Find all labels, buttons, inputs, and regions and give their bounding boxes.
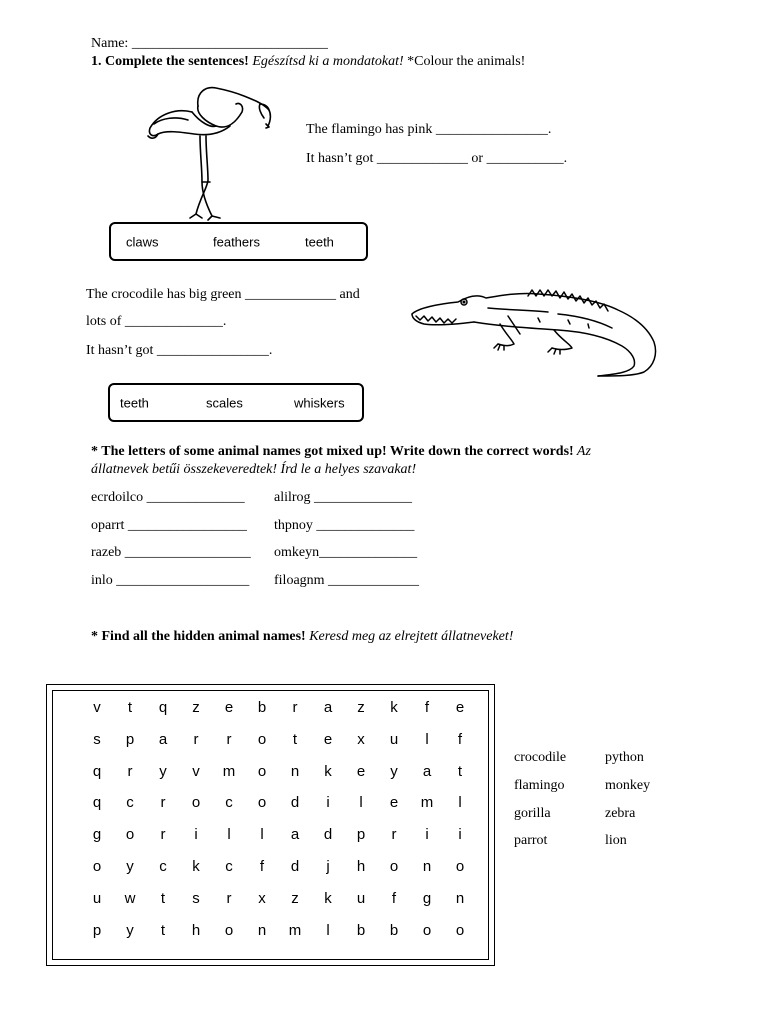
grid-letter[interactable]: r — [193, 730, 199, 748]
word-list-item: crocodile — [514, 750, 567, 765]
grid-letter[interactable]: n — [422, 858, 432, 875]
grid-letter[interactable]: a — [422, 762, 432, 780]
grid-letter[interactable]: v — [192, 762, 200, 780]
croc-sentence-3: It hasn’t got ________________. — [86, 343, 273, 358]
task2-title — [91, 444, 591, 460]
grid-letter[interactable]: o — [257, 762, 267, 780]
wordsearch-grid — [52, 690, 489, 960]
grid-letter[interactable]: r — [391, 826, 397, 844]
task2-title-hu-1: Az — [573, 444, 591, 459]
grid-letter[interactable]: j — [326, 858, 330, 875]
grid-letter[interactable]: r — [226, 730, 232, 748]
word-list-item: lion — [605, 833, 627, 848]
grid-letter[interactable]: d — [290, 858, 300, 875]
scramble-right: filoagnm _____________ — [274, 573, 420, 588]
grid-letter[interactable]: r — [292, 699, 298, 716]
grid-letter[interactable]: l — [326, 921, 330, 939]
wordsearch-frame — [46, 684, 495, 966]
grid-letter[interactable]: e — [323, 730, 333, 748]
grid-letter[interactable]: w — [124, 889, 136, 907]
grid-letter[interactable]: o — [422, 921, 432, 939]
word-list-item: flamingo — [514, 778, 565, 793]
flamingo-sentence-1: The flamingo has pink ________________. — [306, 122, 552, 137]
grid-letter[interactable]: r — [226, 889, 232, 907]
scramble-right: omkeyn______________ — [274, 545, 418, 560]
grid-letter[interactable]: x — [357, 730, 365, 748]
name-blank[interactable]: ____________________________ — [131, 36, 328, 51]
grid-letter[interactable]: b — [257, 699, 267, 716]
grid-letter[interactable]: m — [420, 794, 434, 812]
grid-letter[interactable]: o — [257, 730, 267, 748]
grid-letter[interactable]: c — [159, 858, 167, 875]
grid-letter[interactable]: f — [391, 889, 397, 907]
grid-letter[interactable]: s — [93, 730, 101, 748]
grid-letter[interactable]: r — [160, 794, 166, 812]
grid-letter[interactable]: z — [357, 699, 365, 716]
grid-letter[interactable]: q — [92, 762, 102, 780]
grid-letter[interactable]: h — [191, 921, 201, 939]
grid-letter[interactable]: o — [455, 921, 465, 939]
grid-letter[interactable]: i — [194, 826, 198, 844]
grid-letter[interactable]: i — [425, 826, 429, 844]
grid-letter[interactable]: e — [356, 762, 366, 780]
grid-letter[interactable]: p — [356, 826, 366, 844]
task1-title-bold: 1. Complete the sentences! — [91, 54, 253, 69]
word-option: scales — [206, 395, 243, 410]
word-list-item: parrot — [514, 833, 548, 848]
grid-letter[interactable]: t — [292, 730, 298, 748]
grid-letter[interactable]: k — [192, 858, 200, 875]
word-option: teeth — [305, 234, 334, 249]
grid-letter[interactable]: t — [127, 699, 133, 716]
task3-title-hu: Keresd meg az elrejtett állatneveket! — [305, 629, 514, 644]
grid-letter[interactable]: p — [92, 921, 102, 939]
croc-word-box — [108, 383, 364, 422]
task2-title-bold: * The letters of some animal names got mixed up! Write down the correct words! — [91, 444, 574, 459]
scramble-right: thpnoy ______________ — [274, 518, 415, 533]
grid-letter[interactable]: o — [257, 794, 267, 812]
grid-letter[interactable]: u — [92, 889, 102, 907]
grid-letter[interactable]: c — [126, 794, 134, 812]
word-list-item: gorilla — [514, 806, 551, 821]
grid-letter[interactable]: v — [93, 699, 101, 716]
grid-letter[interactable]: x — [258, 889, 266, 907]
task1-title — [91, 54, 525, 70]
grid-letter[interactable]: a — [158, 730, 168, 748]
grid-letter[interactable]: r — [127, 762, 133, 780]
grid-letter[interactable]: z — [192, 699, 200, 716]
name-line — [91, 36, 328, 52]
grid-letter[interactable]: k — [324, 762, 332, 780]
flamingo-illustration — [140, 82, 275, 222]
grid-letter[interactable]: l — [425, 730, 429, 748]
grid-letter[interactable]: k — [324, 889, 332, 907]
grid-letter[interactable]: f — [457, 730, 463, 748]
grid-letter[interactable]: k — [390, 699, 398, 716]
grid-letter[interactable]: y — [390, 762, 398, 780]
grid-letter[interactable]: n — [455, 889, 465, 907]
scramble-left: razeb __________________ — [91, 545, 251, 560]
grid-letter[interactable]: l — [458, 794, 462, 812]
word-list-item: monkey — [605, 778, 651, 793]
word-option: feathers — [213, 234, 260, 249]
grid-letter[interactable]: u — [389, 730, 399, 748]
grid-letter[interactable]: g — [92, 826, 102, 844]
grid-letter[interactable]: f — [424, 699, 430, 716]
grid-letter[interactable]: o — [191, 794, 201, 812]
grid-letter[interactable]: e — [224, 699, 234, 716]
grid-letter[interactable]: o — [224, 921, 234, 939]
grid-letter[interactable]: t — [160, 889, 166, 907]
grid-letter[interactable]: a — [290, 826, 300, 844]
scramble-left: oparrt _________________ — [91, 518, 247, 533]
grid-letter[interactable]: t — [457, 762, 463, 780]
grid-letter[interactable]: q — [158, 699, 168, 716]
grid-letter[interactable]: d — [323, 826, 333, 844]
grid-letter[interactable]: p — [125, 730, 135, 748]
word-option: whiskers — [294, 395, 345, 410]
grid-letter[interactable]: e — [455, 699, 465, 716]
grid-letter[interactable]: y — [126, 858, 134, 875]
word-option: claws — [126, 234, 159, 249]
grid-letter[interactable]: o — [125, 826, 135, 844]
grid-letter[interactable]: o — [455, 858, 465, 875]
grid-letter[interactable]: a — [323, 699, 333, 716]
grid-letter[interactable]: m — [222, 762, 236, 780]
task2-title-hu-2: állatnevek betűi összekeveredtek! Írd le a helyes szavakat! — [91, 462, 417, 477]
grid-letter[interactable]: c — [225, 858, 233, 875]
grid-letter[interactable]: n — [290, 762, 300, 780]
word-list-item: python — [605, 750, 644, 765]
task1-title-hu: Egészítsd ki a mondatokat! — [252, 54, 404, 69]
task3-title — [91, 629, 513, 645]
grid-letter[interactable]: m — [288, 921, 302, 939]
grid-letter[interactable]: z — [291, 889, 299, 907]
grid-letter[interactable]: i — [326, 794, 330, 812]
grid-letter[interactable]: h — [356, 858, 366, 875]
grid-letter[interactable]: b — [356, 921, 366, 939]
crocodile-illustration — [408, 288, 663, 380]
task3-title-bold: * Find all the hidden animal names! — [91, 629, 306, 644]
croc-sentence-2: lots of ______________. — [86, 314, 227, 329]
grid-letter[interactable]: l — [359, 794, 363, 812]
grid-letter[interactable]: s — [192, 889, 200, 907]
grid-letter[interactable]: o — [92, 858, 102, 875]
scramble-left: inlo ___________________ — [91, 573, 250, 588]
grid-letter[interactable]: g — [422, 889, 432, 907]
grid-letter[interactable]: y — [159, 762, 167, 780]
grid-letter[interactable]: o — [389, 858, 399, 875]
grid-letter[interactable]: q — [92, 794, 102, 812]
grid-letter[interactable]: e — [389, 794, 399, 812]
scramble-right: alilrog ______________ — [274, 490, 413, 505]
word-option: teeth — [120, 395, 149, 410]
flamingo-word-box — [109, 222, 368, 261]
scramble-left: ecrdoilco ______________ — [91, 490, 245, 505]
croc-sentence-1: The crocodile has big green _____________ and — [86, 287, 360, 302]
grid-letter[interactable]: u — [356, 889, 366, 907]
grid-letter[interactable]: n — [257, 921, 267, 939]
task1-title-extra: *Colour the animals! — [403, 54, 526, 69]
grid-letter[interactable]: f — [259, 858, 265, 875]
name-label: Name: — [91, 36, 132, 51]
grid-letter[interactable]: t — [160, 921, 166, 939]
grid-letter[interactable]: y — [126, 921, 134, 939]
grid-letter[interactable]: d — [290, 794, 300, 812]
grid-letter[interactable]: c — [225, 794, 233, 812]
word-list-item: zebra — [605, 806, 636, 821]
grid-letter[interactable]: i — [458, 826, 462, 844]
grid-letter[interactable]: b — [389, 921, 399, 939]
grid-letter[interactable]: l — [260, 826, 264, 844]
grid-letter[interactable]: r — [160, 826, 166, 844]
grid-letter[interactable]: l — [227, 826, 231, 844]
flamingo-sentence-2: It hasn’t got _____________ or ___________. — [306, 151, 568, 166]
